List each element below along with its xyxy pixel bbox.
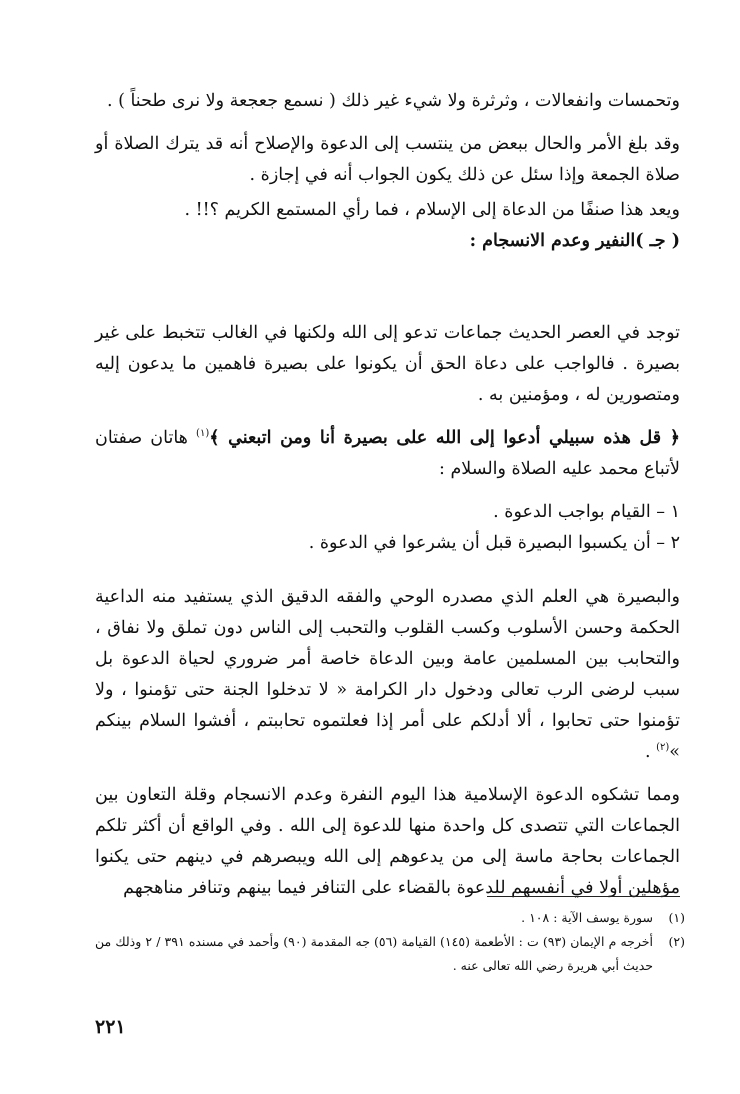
list-item-2: ٢ – أن يكسبوا البصيرة قبل أن يشرعوا في الدعوة . (308, 533, 680, 553)
paragraph-5-rest: هاتان صفتان لأتباع محمد عليه الصلاة والسلام : (95, 428, 680, 479)
main-text-bottom (95, 582, 680, 904)
section-heading: ( جـ )النفير وعدم الانسجام : (469, 231, 680, 251)
list-item-1: ١ – القيام بواجب الدعوة . (493, 502, 680, 522)
quran-verse: ﴿ قل هذه سبيلي أدعوا إلى الله على بصيرة أنا ومن اتبعني ﴾ (209, 428, 680, 448)
footnote-number: (٢) (668, 934, 685, 949)
paragraph-6-text: والبصيرة هي العلم الذي مصدره الوحي والفقه الدقيق الذي يستفيد منه الداعية الحكمة وحسن الأسلوب وكسب القلوب والتحبب إلى الناس دون تملق ولا نفاق ، والتحابب بين المسلمين عامة وبين الدعاة خاصة أمر ضروري لحياة الدعوة بل سبب لرضى الرب تعالى ودخول دار الكرامة « لا تدخلوا الجنة حتى تؤمنوا ، ولا تؤمنوا حتى تحابوا ، ألا أدلكم على أمر إذا فعلتموه تحاببتم ، أفشوا السلام بينكم » (95, 587, 680, 762)
paragraph-7: ومما تشكوه الدعوة الإسلامية هذا اليوم النفرة وعدم الانسجام وقلة التعاون بين الجماعات التي تتصدى كل واحدة منها للدعوة إلى الله . وفي الواقع أن أكثر تلكم الجماعات بحاجة ماسة إلى من يدعوهم إلى الله ويبصرهم في دينهم حتى يكنوا مؤهلين أولا في أنفسهم للدعوة بالقضاء على التنافر فيما بينهم وتنافر مناهجهم (95, 785, 680, 898)
footnote-1 (95, 906, 685, 930)
paragraph-1: وتحمسات وانفعالات ، وثرثرة ولا شيء غير ذلك ( نسمع جعجعة ولا نرى طحناً ) . (106, 91, 680, 111)
footnote-2 (95, 930, 685, 978)
paragraph-3: ويعد هذا صنفًا من الدعاة إلى الإسلام ، فما رأي المستمع الكريم ؟!! . (184, 200, 680, 220)
main-text-top (95, 86, 680, 257)
paragraph-5 (95, 423, 680, 485)
footnote-ref-1: (١) (196, 428, 210, 440)
footnote-text: سورة يوسف الآية : ١٠٨ . (521, 910, 653, 925)
main-text-middle (95, 318, 680, 559)
paragraph-2: وقد بلغ الأمر والحال ببعض من ينتسب إلى الدعوة والإصلاح أنه قد يترك الصلاة أو صلاة الجمعة وإذا سئل عن ذلك يكون الجواب أنه في إجازة . (95, 134, 680, 185)
footnotes (95, 906, 685, 978)
footnote-number: (١) (668, 910, 685, 925)
page-number: ٢٢١ (95, 1016, 126, 1038)
paragraph-6-end: . (644, 742, 657, 762)
footnote-ref-2: (٢) (656, 742, 670, 754)
footnote-text: أخرجه م الإيمان (٩٣) ت : الأطعمة (١٤٥) القيامة (٥٦) جه المقدمة (٩٠) وأحمد في مسنده ٣٩١ / ٢ وذلك من حديث أبي هريرة رضي الله تعالى عنه . (95, 934, 653, 973)
footnote-divider (487, 896, 680, 897)
paragraph-4: توجد في العصر الحديث جماعات تدعو إلى الله ولكنها في الغالب تتخبط على غير بصيرة . فالواجب على دعاة الحق أن يكونوا على بصيرة فاهمين ما يدعون إليه ومتصورين له ، ومؤمنين به . (95, 323, 680, 405)
paragraph-6 (95, 582, 680, 768)
